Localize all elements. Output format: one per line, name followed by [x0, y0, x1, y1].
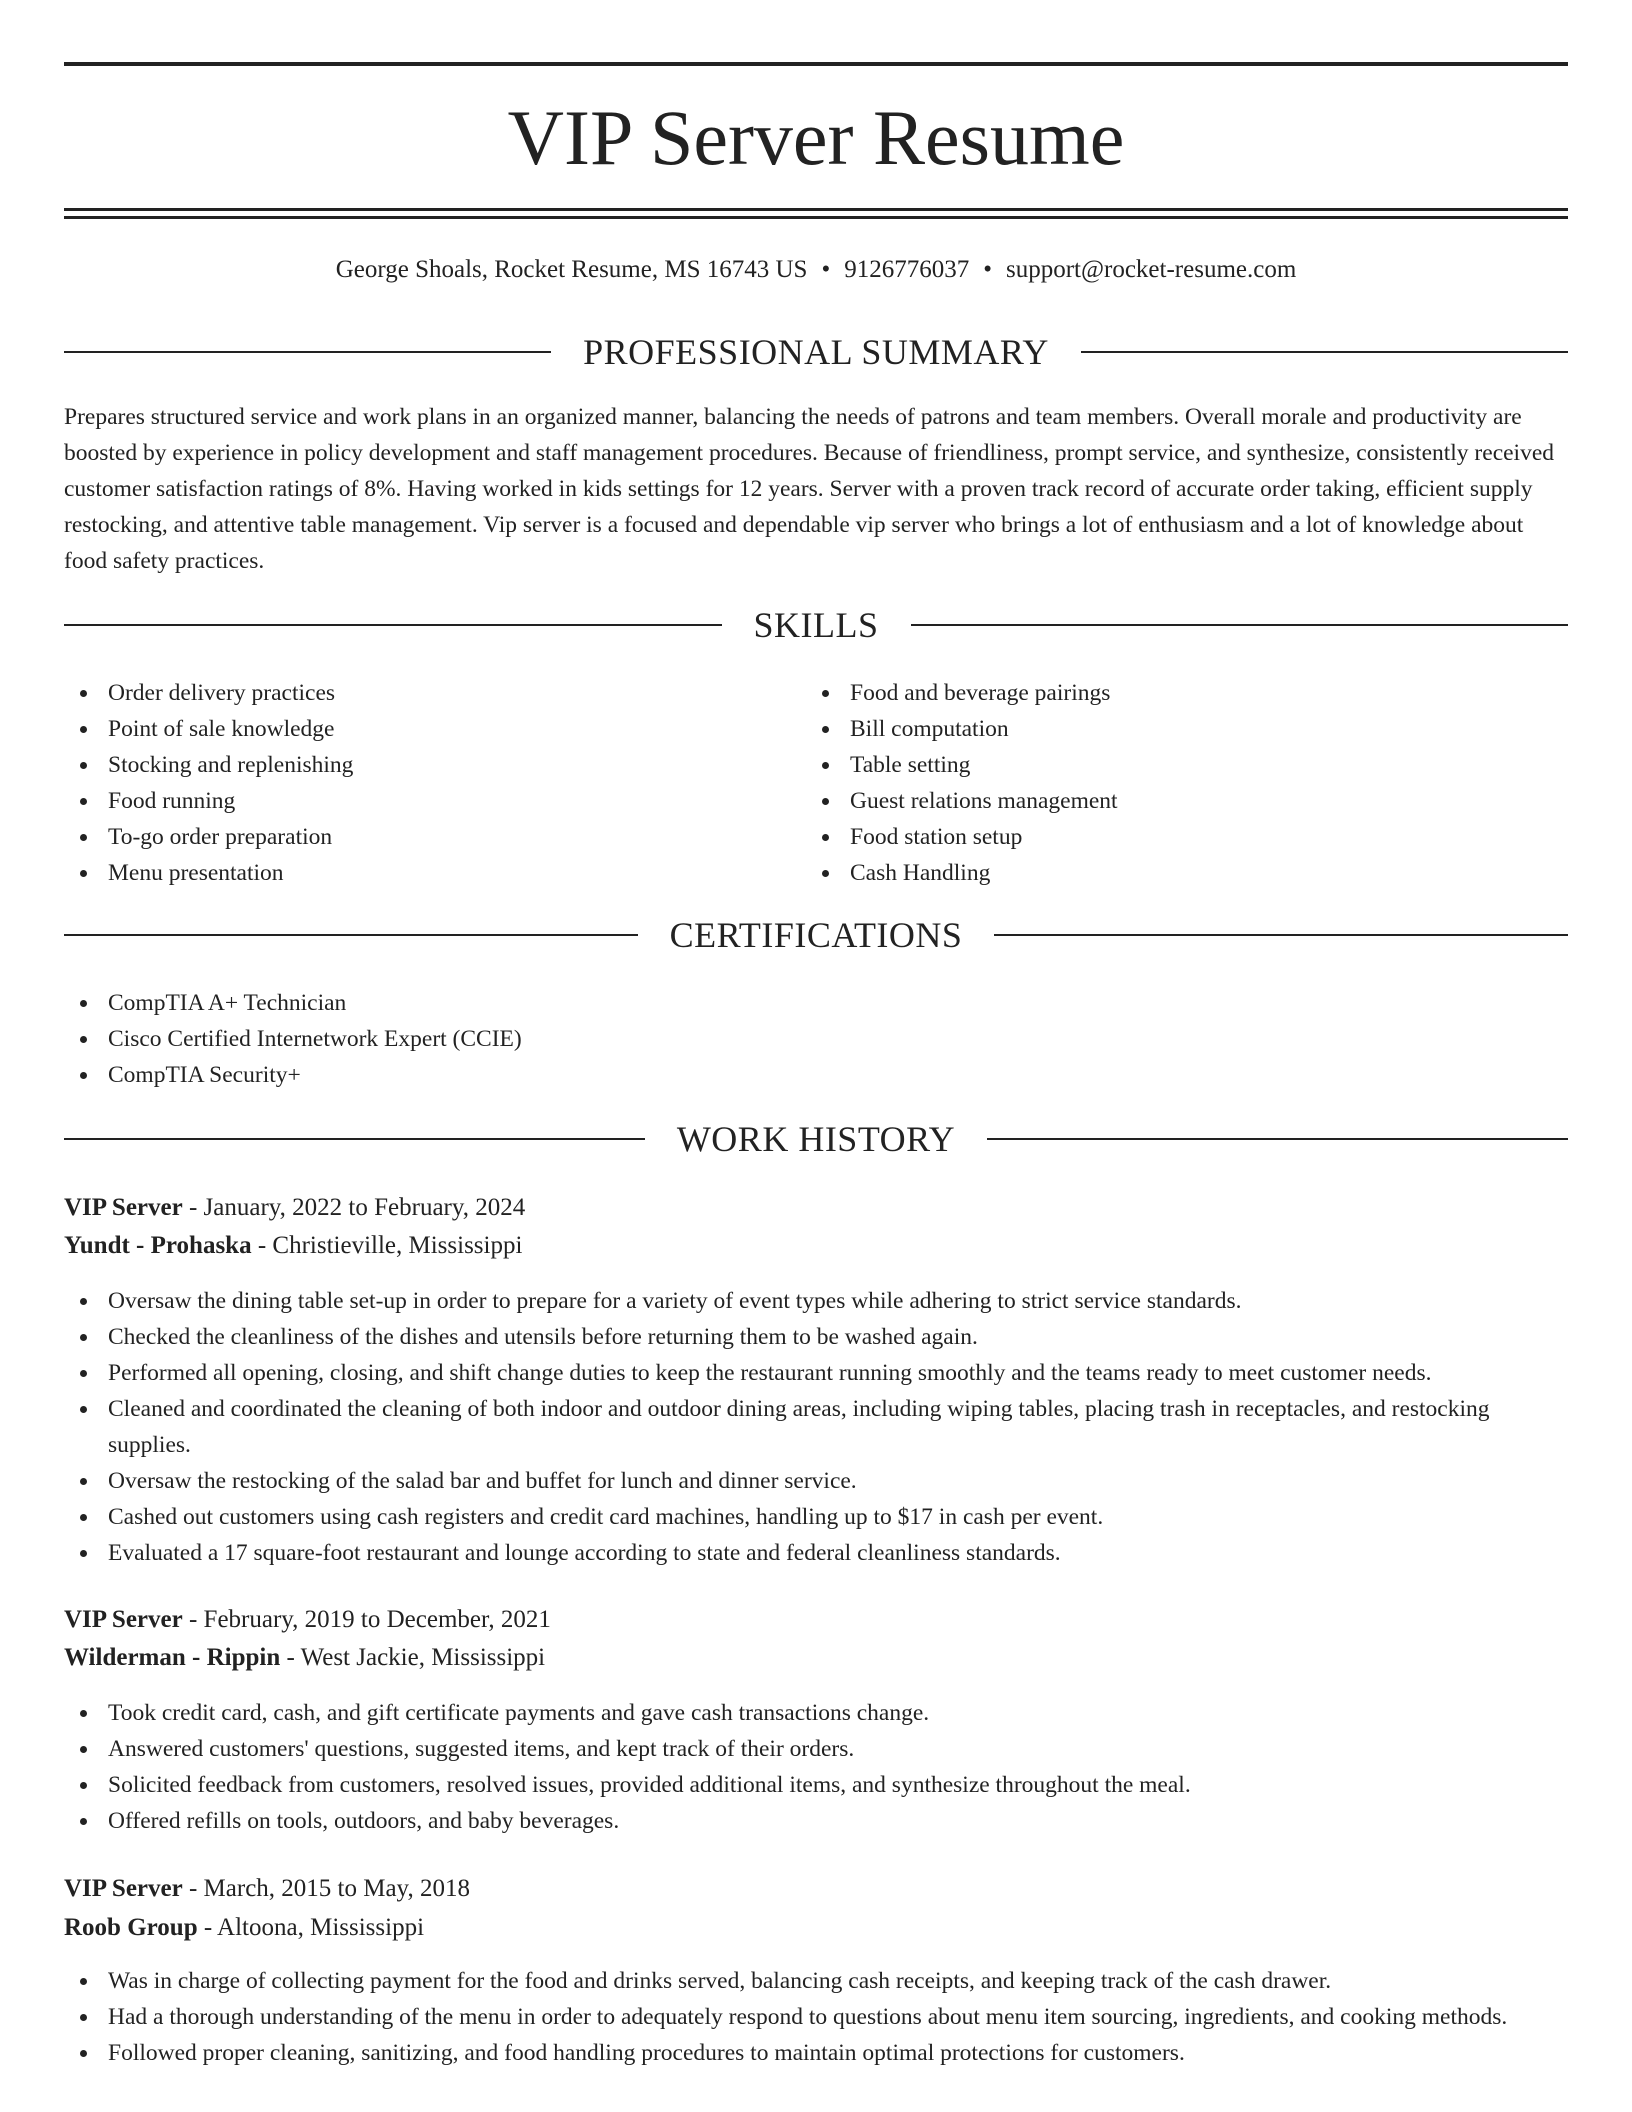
certification-item: Cisco Certified Internetwork Expert (CCIE) [64, 1021, 522, 1057]
divider [64, 351, 551, 353]
contact-email: support@rocket-resume.com [1005, 256, 1297, 283]
skill-item: Food and beverage pairings [806, 675, 1546, 711]
divider [64, 934, 638, 936]
certification-item: CompTIA A+ Technician [64, 985, 522, 1021]
skill-item: To-go order preparation [64, 819, 804, 855]
summary-text: Prepares structured service and work plans in an organized manner, balancing the needs of patrons and team members. Overall morale and productivity are boosted by experience in policy development and staff management procedures. Because of friendliness, prompt service, and synthesize, consistently received customer satisfaction ratings of 8%. Having worked in kids settings for 12 years. Server with a proven track record of accurate order taking, efficient supply restocking, and attentive table management. Vip server is a focused and dependable vip server who brings a lot of enthusiasm and a lot of knowledge about food safety practices. [64, 404, 1555, 574]
divider [987, 1138, 1568, 1140]
job-duty-item: Evaluated a 17 square-foot restaurant and lounge according to state and federal cleanliness standards. [64, 1535, 1568, 1571]
title-rule-upper [64, 208, 1568, 211]
job-role: VIP Server [64, 1875, 183, 1902]
contact-separator: • [983, 256, 992, 283]
job-duties-list [64, 1283, 1568, 1571]
job-duty-item: Offered refills on tools, outdoors, and baby beverages. [64, 1803, 1568, 1839]
skill-item: Cash Handling [806, 855, 1546, 891]
contact-address: George Shoals, Rocket Resume, MS 16743 US [335, 256, 808, 283]
skills-list-right [806, 675, 1546, 891]
job-duty-item: Followed proper cleaning, sanitizing, and food handling procedures to maintain optimal protections for customers. [64, 2035, 1568, 2071]
job-role: VIP Server [64, 1194, 183, 1221]
job-duty-item: Performed all opening, closing, and shift change duties to keep the restaurant running smoothly and the teams ready to meet customer needs. [64, 1355, 1568, 1391]
job-duty-item: Had a thorough understanding of the menu in order to adequately respond to questions about menu item sourcing, ingredients, and cooking methods. [64, 1999, 1568, 2035]
job-duty-item: Cleaned and coordinated the cleaning of both indoor and outdoor dining areas, including wiping tables, placing trash in receptacles, and restocking supplies. [64, 1391, 1568, 1463]
section-heading-skills [64, 603, 1568, 647]
job-company: Roob Group [64, 1914, 198, 1941]
skill-item: Point of sale knowledge [64, 711, 804, 747]
divider [994, 934, 1568, 936]
contact-line [64, 252, 1568, 288]
job-company: Wilderman - Rippin [64, 1644, 281, 1671]
job-duties-list [64, 1963, 1568, 2071]
skill-item: Food station setup [806, 819, 1546, 855]
skill-item: Order delivery practices [64, 675, 804, 711]
skill-item: Guest relations management [806, 783, 1546, 819]
section-title: CERTIFICATIONS [669, 915, 963, 955]
divider [911, 624, 1569, 626]
skill-item: Bill computation [806, 711, 1546, 747]
divider [1081, 351, 1568, 353]
page-title: VIP Server Resume [507, 94, 1125, 181]
section-title: PROFESSIONAL SUMMARY [583, 332, 1049, 372]
section-title: SKILLS [753, 605, 879, 645]
job-duty-item: Answered customers' questions, suggested items, and kept track of their orders. [64, 1731, 1568, 1767]
divider [64, 624, 722, 626]
job-company-line [64, 1639, 545, 1677]
job-dates: - January, 2022 to February, 2024 [182, 1194, 526, 1221]
skill-item: Table setting [806, 747, 1546, 783]
section-heading-work-history [64, 1117, 1568, 1161]
job-duty-item: Cashed out customers using cash registers and credit card machines, handling up to $17 in cash per event. [64, 1499, 1568, 1535]
job-company-line [64, 1909, 424, 1947]
job-location: - West Jackie, Mississippi [280, 1644, 546, 1671]
top-rule [64, 62, 1568, 66]
job-location: - Christieville, Mississippi [251, 1232, 523, 1259]
title-rule-lower [64, 216, 1568, 219]
certification-item: CompTIA Security+ [64, 1057, 522, 1093]
job-company-line [64, 1227, 522, 1265]
skill-item: Food running [64, 783, 804, 819]
skills-list-left [64, 675, 804, 891]
job-role-line [64, 1601, 551, 1639]
skill-item: Menu presentation [64, 855, 804, 891]
job-duty-item: Oversaw the dining table set-up in order to prepare for a variety of event types while adhering to strict service standards. [64, 1283, 1568, 1319]
job-duty-item: Was in charge of collecting payment for the food and drinks served, balancing cash receipts, and keeping track of the cash drawer. [64, 1963, 1568, 1999]
section-heading-summary [64, 330, 1568, 374]
job-duty-item: Took credit card, cash, and gift certificate payments and gave cash transactions change. [64, 1695, 1568, 1731]
job-role-line [64, 1189, 525, 1227]
job-duty-item: Checked the cleanliness of the dishes and utensils before returning them to be washed again. [64, 1319, 1568, 1355]
job-role: VIP Server [64, 1606, 183, 1633]
skill-item: Stocking and replenishing [64, 747, 804, 783]
job-dates: - February, 2019 to December, 2021 [182, 1606, 551, 1633]
divider [64, 1138, 645, 1140]
contact-separator: • [821, 256, 831, 283]
job-role-line [64, 1870, 470, 1908]
job-dates: - March, 2015 to May, 2018 [182, 1875, 470, 1902]
job-duties-list [64, 1695, 1568, 1839]
job-duty-item: Solicited feedback from customers, resolved issues, provided additional items, and synthesize throughout the meal. [64, 1767, 1568, 1803]
section-heading-certifications [64, 913, 1568, 957]
section-title: WORK HISTORY [676, 1119, 956, 1159]
job-duty-item: Oversaw the restocking of the salad bar and buffet for lunch and dinner service. [64, 1463, 1568, 1499]
certifications-list [64, 985, 522, 1093]
contact-phone: 9126776037 [844, 256, 970, 283]
job-company: Yundt - Prohaska [64, 1232, 252, 1259]
job-location: - Altoona, Mississippi [197, 1914, 425, 1941]
